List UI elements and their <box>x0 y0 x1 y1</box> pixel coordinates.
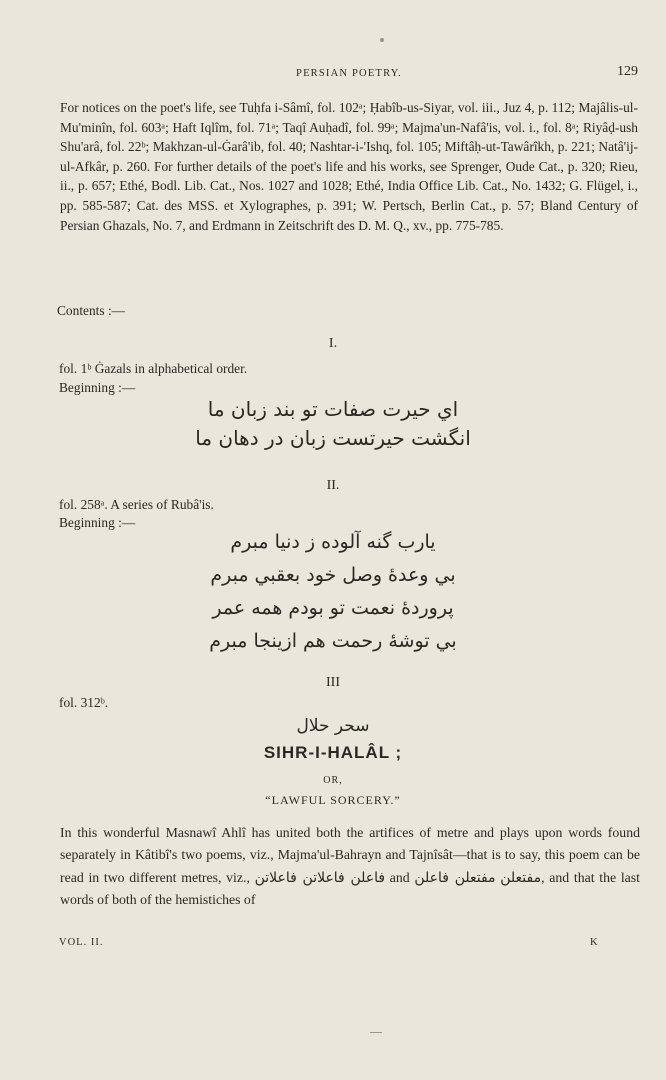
section-2-verse-1: يارب گنه آلوده ز دنيا مبرم <box>230 531 436 553</box>
section-3-folio: fol. 312ᵇ. <box>59 695 109 710</box>
page-number: 129 <box>617 64 638 79</box>
section-numeral-1: I. <box>328 336 338 351</box>
paragraph-text-3: , and that the last words of both of the hemistiches of <box>60 869 641 907</box>
section-1-verse-2: انگشت حيرتست زبان در دهان ما <box>195 426 471 450</box>
description-paragraph <box>60 822 640 911</box>
poem-subtitle: “LAWFUL SORCERY.” <box>265 793 401 807</box>
section-numeral-3: III <box>326 675 340 690</box>
section-2-folio: fol. 258ᵃ. A series of Rubâ'is. <box>59 497 214 512</box>
metre-arabic-2: مفتعلن <box>500 869 542 886</box>
volume-label: VOL. II. <box>59 937 104 948</box>
metre-arabic-3: مفتعلن فاعلن <box>414 869 496 886</box>
section-2-verse-4: بي توشهٔ رحمت هم ازينجا مبرم <box>209 630 457 652</box>
section-2-verse-3: پروردهٔ نعمت تو بودم همه عمر <box>212 597 454 619</box>
page-mark <box>370 1032 382 1033</box>
section-2-verse-2: بي وعدهٔ وصل خود بعقبي مبرم <box>210 564 456 586</box>
section-1-verse-1: اي حيرت صفات تو بند زبان ما <box>207 397 459 421</box>
page-speck <box>380 38 384 42</box>
paragraph-text-1: In this wonderful Masnawî Ahlî has united both the artifices of metre and plays upon words found separately in Kâtibî's two poems, viz., Majma'ul-Bahrayn and Tajnîsât—that is to say, this poem can be read in two different metres, viz., <box>60 825 640 885</box>
paragraph-text-2: and <box>385 869 415 885</box>
section-2-beginning-label: Beginning :— <box>59 515 136 530</box>
signature-mark: K <box>590 937 598 948</box>
contents-label: Contents :— <box>57 303 126 318</box>
metre-arabic-1: فاعلن فاعلاتن فاعلاتن <box>254 869 386 886</box>
poem-arabic-title: سحر حلال <box>296 716 370 736</box>
poem-title: SIHR-I-HALÂL ; <box>263 743 403 762</box>
title-or: OR, <box>323 775 343 786</box>
section-1-beginning-label: Beginning :— <box>59 380 136 395</box>
section-1-folio: fol. 1ᵇ Ġazals in alphabetical order. <box>59 361 248 376</box>
section-numeral-2: II. <box>326 478 340 493</box>
page-header <box>60 64 638 82</box>
running-title: PERSIAN POETRY. <box>296 68 402 79</box>
notices-paragraph: For notices on the poet's life, see Tuḥfa i-Sâmî, fol. 102ᵃ; Ḥabîb-us-Siyar, vol. iii., Juz 4, p. 112; Majâlis-ul-Mu'minîn, fol. 603ᵃ; Haft Iqlîm, fol. 71ᵃ; Taqî Auḥadî, fol. 99ᵃ; Majma'un-Nafâ'is, vol. i., fol. 8ᵃ; Riyâḍ-ush Shu'arâ, fol. 22ᵇ; Makhzan-ul-Ġarâ'ib, fol. 40; Nashtar-i-'Ishq, fol. 105; Miftâḥ-ut-Tawârîkh, p. 221; Natâ'ij-ul-Afkâr, p. 260. For further details of the poet's life and his works, see Sprenger, Oude Cat., p. 320; Rieu, ii., p. 657; Ethé, Bodl. Lib. Cat., Nos. 1027 and 1028; Ethé, India Office Lib. Cat., No. 1432; G. Flügel, i., pp. 585-587; Cat. des MSS. et Xylographes, p. 391; W. Pertsch, Berlin Cat., p. 57; Bland Century of Persian Ghazals, No. 7, and Erdmann in Zeitschrift des D. M. Q., xv., pp. 775-785. <box>60 100 638 233</box>
